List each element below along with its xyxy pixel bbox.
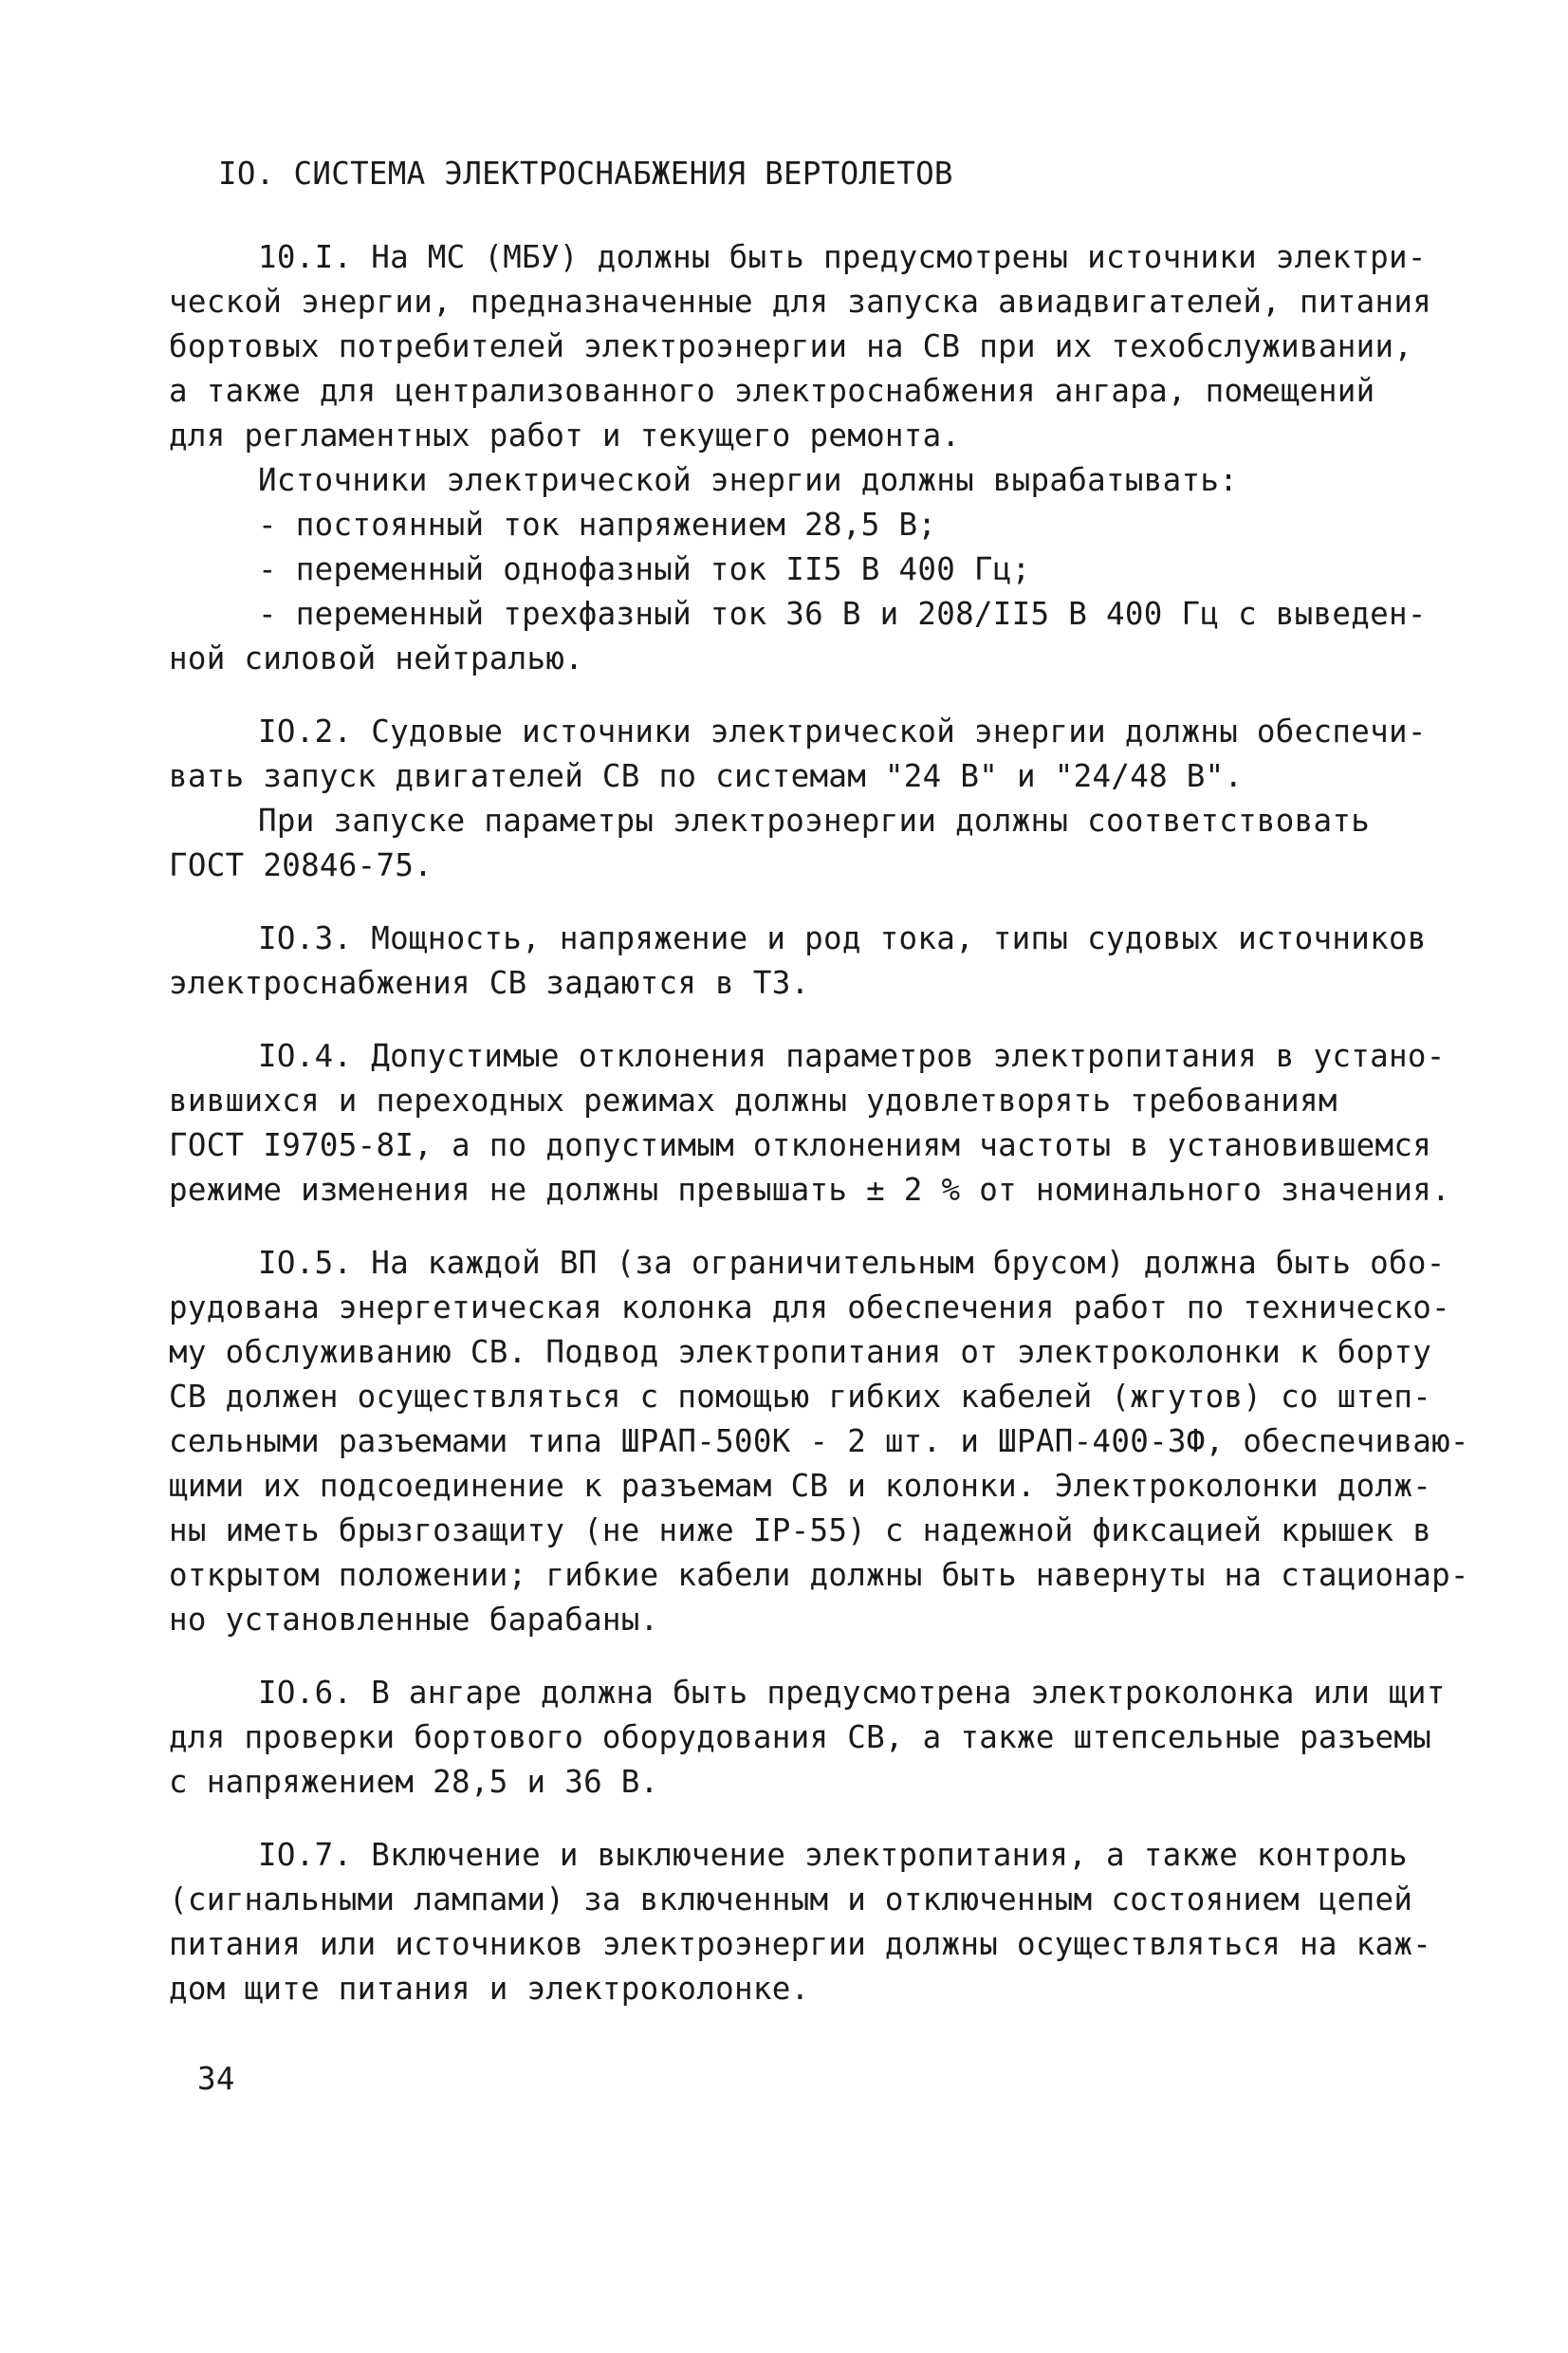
section-10-6-line: для проверки бортового оборудования СВ, а также штепсельные разъемы <box>169 1719 1432 1755</box>
section-10-1-line: а также для централизованного электроснабжения ангара, помещений <box>169 373 1375 409</box>
section-10-1-line: ной силовой нейтралью. <box>169 640 584 676</box>
section-10-5-line: сельными разъемами типа ШРАП-500К - 2 шт. и ШРАП-400-3Ф, обеспечиваю- <box>169 1423 1469 1459</box>
section-10-6-line: IO.6. В ангаре должна быть предусмотрена электроколонка или щит <box>258 1675 1446 1711</box>
section-10-2-line: вать запуск двигателей СВ по системам "24 В" и "24/48 В". <box>169 758 1244 794</box>
section-10-2-line: IO.2. Судовые источники электрической энергии должны обеспечи- <box>258 713 1427 750</box>
section-10-7-line: дом щите питания и электроколонке. <box>169 1971 810 2007</box>
section-10-1-line: - переменный трехфазный ток 36 В и 208/II5 В 400 Гц с выведен- <box>258 596 1427 632</box>
section-10-3-line: IO.3. Мощность, напряжение и род тока, типы судовых источников <box>258 920 1427 956</box>
section-10-1-line: для регламентных работ и текущего ремонта. <box>169 417 961 454</box>
section-10-1-line: ческой энергии, предназначенные для запуска авиадвигателей, питания <box>169 284 1432 320</box>
section-10-5-line: му обслуживанию СВ. Подвод электропитания от электроколонки к борту <box>169 1334 1432 1370</box>
section-10-5-line: щими их подсоединение к разъемам СВ и колонки. Электроколонки долж- <box>169 1468 1432 1504</box>
section-10-5-line: IO.5. На каждой ВП (за ограничительным брусом) должна быть обо- <box>258 1245 1446 1281</box>
section-10-7-line: питания или источников электроэнергии должны осуществляться на каж- <box>169 1926 1432 1962</box>
section-10-7-line: (сигнальными лампами) за включенным и отключенным состоянием цепей <box>169 1881 1413 1918</box>
section-title: IO. СИСТЕМА ЭЛЕКТРОСНАБЖЕНИЯ ВЕРТОЛЕТОВ <box>218 156 953 192</box>
section-10-2-line: ГОСТ 20846-75. <box>169 847 434 883</box>
section-10-1-line: - переменный однофазный ток II5 В 400 Гц; <box>258 551 1031 587</box>
section-10-1-line: 10.I. На МС (МБУ) должны быть предусмотрены источники электри- <box>258 239 1427 275</box>
section-10-1-line: Источники электрической энергии должны вырабатывать: <box>258 462 1239 498</box>
section-10-1-line: бортовых потребителей электроэнергии на СВ при их техобслуживании, <box>169 328 1413 364</box>
section-10-5-line: открытом положении; гибкие кабели должны быть навернуты на стационар- <box>169 1557 1469 1593</box>
section-10-7-line: IO.7. Включение и выключение электропитания, а также контроль <box>258 1837 1408 1873</box>
section-10-1-line: - постоянный ток напряжением 28,5 В; <box>258 507 937 543</box>
section-10-2-line: При запуске параметры электроэнергии должны соответствовать <box>258 803 1371 839</box>
section-10-4-line: вившихся и переходных режимах должны удовлетворять требованиям <box>169 1083 1337 1119</box>
page-number: 34 <box>197 2061 235 2097</box>
section-10-4-line: ГОСТ I9705-8I, а по допустимым отклонениям частоты в установившемся <box>169 1127 1432 1163</box>
section-10-5-line: ны иметь брызгозащиту (не ниже IP-55) с надежной фиксацией крышек в <box>169 1512 1432 1548</box>
section-10-5-line: рудована энергетическая колонка для обеспечения работ по техническо- <box>169 1289 1450 1325</box>
section-10-4-line: IO.4. Допустимые отклонения параметров электропитания в устано- <box>258 1038 1446 1074</box>
section-10-5-line: СВ должен осуществляться с помощью гибких кабелей (жгутов) со штеп- <box>169 1379 1432 1415</box>
section-10-4-line: режиме изменения не должны превышать ± 2 % от номинального значения. <box>169 1172 1450 1208</box>
section-10-6-line: с напряжением 28,5 и 36 В. <box>169 1764 659 1800</box>
section-10-5-line: но установленные барабаны. <box>169 1602 659 1638</box>
section-10-3-line: электроснабжения СВ задаются в ТЗ. <box>169 965 810 1001</box>
